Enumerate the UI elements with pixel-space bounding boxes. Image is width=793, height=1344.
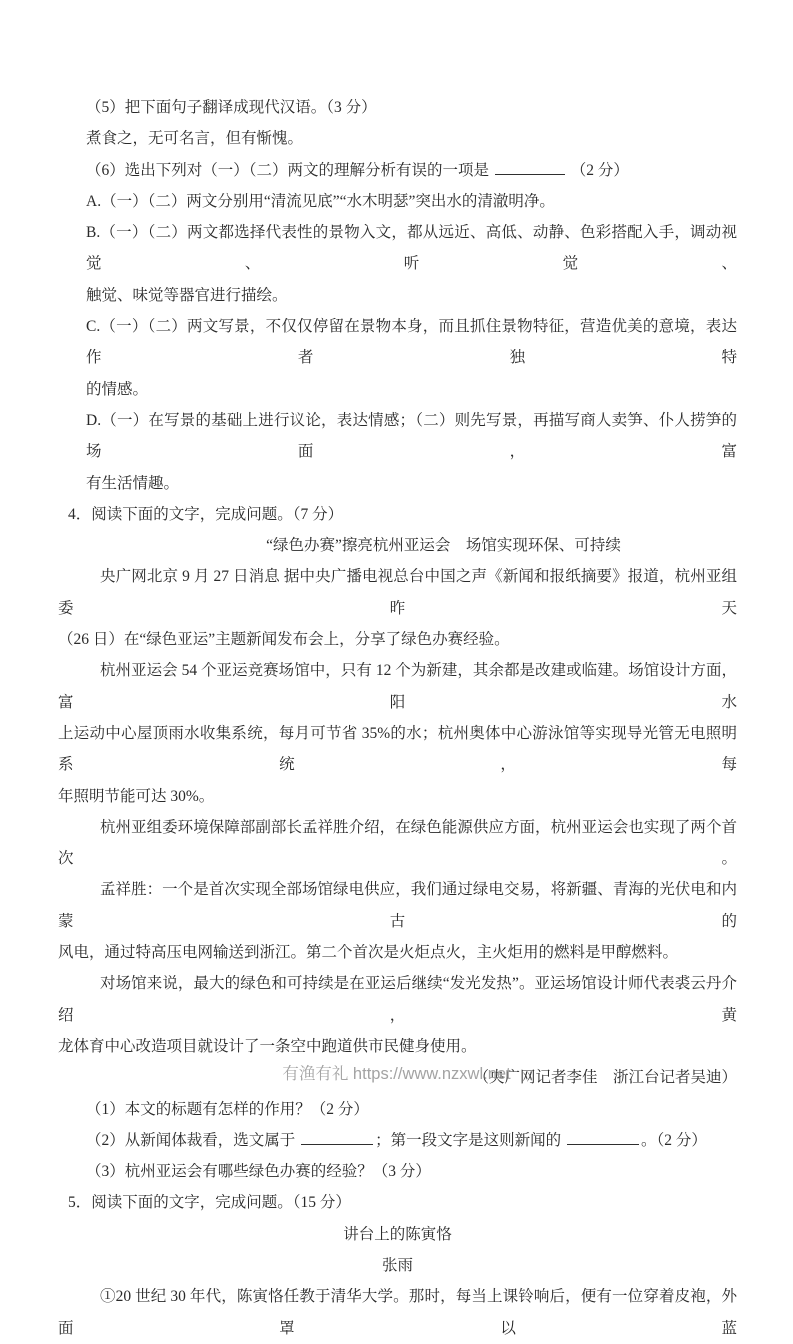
q6-option-b-cont — [58, 280, 737, 311]
text-segment: 。（2 分） — [641, 1131, 707, 1149]
text-segment: 讲台上的陈寅恪 — [343, 1225, 452, 1243]
text-segment: （1）本文的标题有怎样的作用？（2 分） — [86, 1100, 369, 1118]
text-segment: （5）把下面句子翻译成现代汉语。（3 分） — [86, 99, 377, 116]
text-segment: D.（一）在写景的基础上进行议论，表达情感；（二）则先写景，再描写商人卖笋、仆人捞笋的场面，富 — [86, 411, 737, 461]
essay-p1-l1 — [58, 1281, 737, 1344]
text-segment: 张雨 — [381, 1256, 413, 1274]
text-segment: （2）从新闻体裁看，选文属于 — [86, 1131, 300, 1149]
text-segment: 有生活情趣。 — [86, 474, 180, 492]
text-segment: 年照明节能可达 30%。 — [58, 787, 215, 805]
text-segment: （6）选出下列对（一）（二）两文的理解分析有误的一项是 — [86, 161, 493, 179]
text-segment: 孟祥胜：一个是首次实现全部场馆绿电供应，我们通过绿电交易，将新疆、青海的光伏电和内蒙古的 — [58, 881, 737, 930]
text-segment: （26 日）在“绿色亚运”主题新闻发布会上，分享了绿色办赛经验。 — [58, 631, 510, 649]
text-segment: 杭州亚运会 54 个亚运竞赛场馆中，只有 12 个为新建，其余都是改建或临建。场馆设计方面，富阳水 — [58, 662, 737, 711]
q6-option-a — [58, 186, 737, 217]
news-p1-l1 — [58, 561, 737, 624]
news-p4-l1 — [58, 874, 737, 937]
text-segment: “绿色办赛”擦亮杭州亚运会 场馆实现环保、可持续 — [266, 537, 621, 555]
news-p3-l1 — [58, 812, 737, 875]
news-p4-l2 — [58, 937, 737, 968]
answer-blank — [301, 1130, 373, 1145]
text-segment: （3）杭州亚运会有哪些绿色办赛的经验？（3 分） — [86, 1163, 431, 1181]
text-segment: 上运动中心屋顶雨水收集系统，每月可节省 35%的水；杭州奥体中心游泳馆等实现导光管无电照明系统，每 — [58, 724, 737, 774]
text-segment: C.（一）（二）两文写景，不仅仅停留在景物本身，而且抓住景物特征，营造优美的意境，表达作者独特 — [86, 318, 737, 367]
text-segment: B.（一）（二）两文都选择代表性的景物入文，都从远近、高低、动静、色彩搭配入手，调动视觉、听觉、 — [86, 224, 737, 273]
question-4-stem — [58, 499, 737, 530]
news-p2-l2 — [58, 718, 737, 781]
q5-sentence — [58, 123, 737, 154]
news-headline — [58, 530, 737, 561]
text-segment: 5．阅读下面的文字，完成问题。（15 分） — [68, 1194, 351, 1212]
text-segment: 龙体育中心改造项目就设计了一条空中跑道供市民健身使用。 — [58, 1037, 477, 1055]
text-segment: 对场馆来说，最大的绿色和可持续是在亚运后继续“发光发热”。亚运场馆设计师代表裘云丹介绍，黄 — [58, 975, 737, 1024]
q5-prompt — [58, 92, 737, 123]
question-5-stem — [58, 1187, 737, 1218]
text-segment: 杭州亚组委环境保障部副部长孟祥胜介绍，在绿色能源供应方面，杭州亚运会也实现了两个首次。 — [58, 818, 737, 868]
news-p5-l1 — [58, 968, 737, 1031]
answer-blank — [495, 160, 565, 175]
text-segment: ；第一段文字是这则新闻的 — [375, 1131, 566, 1149]
text-segment: ①20 世纪 30 年代，陈寅恪任教于清华大学。那时，每当上课铃响后，便有一位穿着皮袍，外面罩以蓝 — [58, 1288, 737, 1337]
q4-sub2 — [58, 1125, 737, 1156]
text-segment: （央广网记者李佳 浙江台记者吴迪） — [473, 1069, 737, 1087]
q6-option-c-cont — [58, 374, 737, 405]
news-p2-l3 — [58, 781, 737, 812]
document-content — [58, 0, 737, 1344]
news-p1-l2 — [58, 624, 737, 655]
q6-option-c — [58, 311, 737, 374]
text-segment: 煮食之，无可名言，但有惭愧。 — [86, 130, 304, 148]
text-segment: A.（一）（二）两文分别用“清流见底”“水木明瑟”突出水的清澈明净。 — [86, 192, 555, 210]
q6-prompt — [58, 155, 737, 186]
q6-option-d-cont — [58, 468, 737, 499]
text-segment: 风电，通过特高压电网输送到浙江。第二个首次是火炬点火，主火炬用的燃料是甲醇燃料。 — [58, 944, 679, 962]
text-segment: 4．阅读下面的文字，完成问题。（7 分） — [68, 505, 344, 523]
q4-sub3 — [58, 1156, 737, 1187]
q6-option-d — [58, 405, 737, 468]
text-segment: 触觉、味觉等器官进行描绘。 — [86, 286, 288, 304]
text-segment: （2 分） — [566, 161, 629, 179]
text-segment: 央广网北京 9 月 27 日消息 据中央广播电视总台中国之声《新闻和报纸摘要》报道，杭州亚组委昨天 — [58, 568, 737, 617]
text-segment: 的情感。 — [86, 380, 149, 398]
essay-title — [58, 1219, 737, 1250]
footer-watermark: 有渔有礼 https://www.nzxwl.net — [282, 1065, 511, 1083]
news-p5-l2 — [58, 1031, 737, 1062]
answer-blank — [567, 1130, 639, 1145]
news-p2-l1 — [58, 655, 737, 718]
q6-option-b — [58, 217, 737, 280]
q4-sub1 — [58, 1094, 737, 1125]
essay-author — [58, 1250, 737, 1281]
